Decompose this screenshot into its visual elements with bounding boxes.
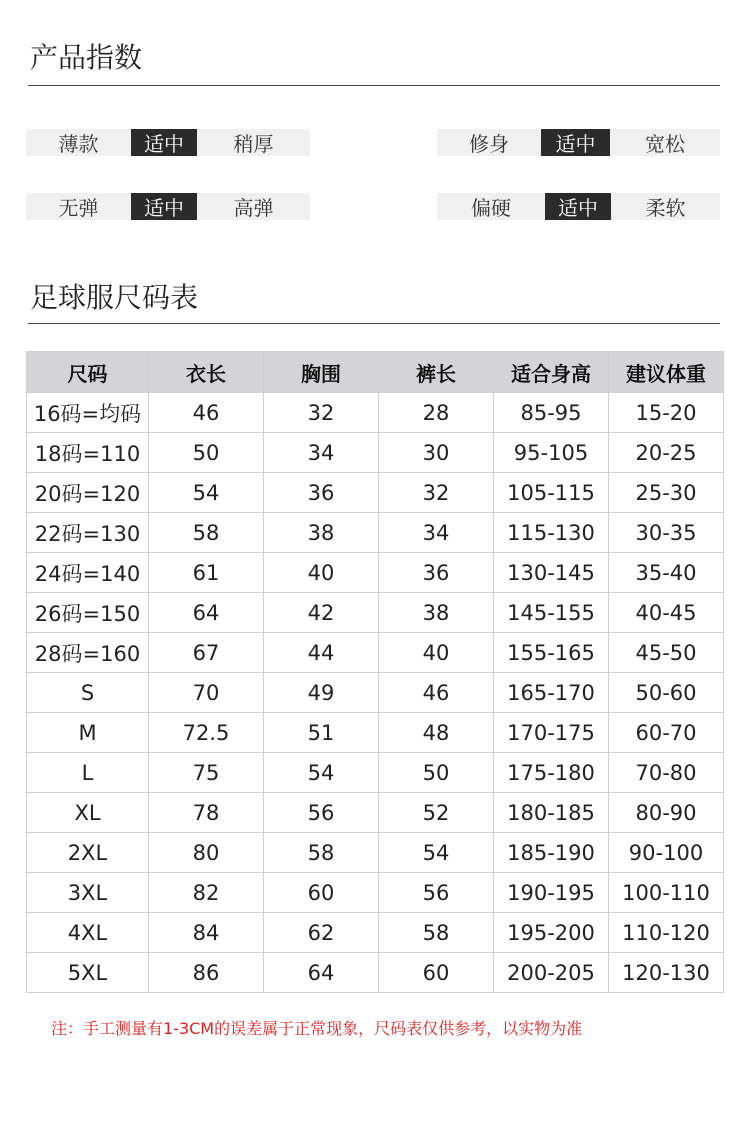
table-row — [27, 753, 724, 793]
table-cell: 61 — [149, 553, 264, 593]
table-cell: 46 — [379, 673, 494, 713]
table-cell: 28码=160 — [27, 633, 149, 673]
table-cell: 67 — [149, 633, 264, 673]
table-cell: 70-80 — [609, 753, 724, 793]
table-cell: 95-105 — [494, 433, 609, 473]
table-cell: M — [27, 713, 149, 753]
table-cell: 26码=150 — [27, 593, 149, 633]
table-cell: 54 — [264, 753, 379, 793]
table-row — [27, 553, 724, 593]
table-cell: 24码=140 — [27, 553, 149, 593]
table-cell: 110-120 — [609, 913, 724, 953]
table-cell: 52 — [379, 793, 494, 833]
table-cell: 60 — [379, 953, 494, 993]
table-cell: 58 — [264, 833, 379, 873]
table-cell: 84 — [149, 913, 264, 953]
index-option: 修身 — [437, 129, 541, 156]
table-cell: 75 — [149, 753, 264, 793]
table-cell: 2XL — [27, 833, 149, 873]
table-cell: 42 — [264, 593, 379, 633]
size-chart-title: 足球服尺码表 — [30, 281, 199, 314]
table-row — [27, 433, 724, 473]
table-cell: 80 — [149, 833, 264, 873]
table-row — [27, 393, 724, 433]
table-cell: 90-100 — [609, 833, 724, 873]
table-cell: 50-60 — [609, 673, 724, 713]
table-cell: 62 — [264, 913, 379, 953]
table-row — [27, 793, 724, 833]
column-header: 裤长 — [379, 352, 494, 393]
column-header: 适合身高 — [494, 352, 609, 393]
table-cell: 20码=120 — [27, 473, 149, 513]
index-option-selected: 适中 — [131, 193, 197, 220]
table-cell: 49 — [264, 673, 379, 713]
table-cell: 4XL — [27, 913, 149, 953]
table-cell: 18码=110 — [27, 433, 149, 473]
title-divider — [28, 323, 720, 324]
index-option-selected: 适中 — [541, 129, 610, 156]
table-cell: 180-185 — [494, 793, 609, 833]
table-cell: 50 — [379, 753, 494, 793]
index-option: 高弹 — [197, 193, 310, 220]
table-cell: 78 — [149, 793, 264, 833]
index-thickness — [26, 129, 310, 156]
table-cell: 40-45 — [609, 593, 724, 633]
table-cell: 40 — [264, 553, 379, 593]
table-cell: 36 — [264, 473, 379, 513]
index-option-selected: 适中 — [545, 193, 611, 220]
table-cell: 5XL — [27, 953, 149, 993]
table-cell: 190-195 — [494, 873, 609, 913]
index-option: 柔软 — [611, 193, 720, 220]
table-cell: 56 — [379, 873, 494, 913]
table-row — [27, 953, 724, 993]
table-cell: 72.5 — [149, 713, 264, 753]
column-header: 衣长 — [149, 352, 264, 393]
product-index-title: 产品指数 — [30, 41, 143, 74]
table-row — [27, 873, 724, 913]
table-cell: 54 — [149, 473, 264, 513]
table-cell: 50 — [149, 433, 264, 473]
table-cell: 58 — [379, 913, 494, 953]
index-option-selected: 适中 — [131, 129, 197, 156]
size-chart-table — [26, 351, 724, 993]
table-cell: 85-95 — [494, 393, 609, 433]
index-option: 宽松 — [610, 129, 720, 156]
table-cell: 100-110 — [609, 873, 724, 913]
index-option: 无弹 — [26, 193, 131, 220]
table-cell: 36 — [379, 553, 494, 593]
table-row — [27, 473, 724, 513]
index-elasticity — [26, 193, 310, 220]
table-cell: 195-200 — [494, 913, 609, 953]
table-cell: 30-35 — [609, 513, 724, 553]
table-cell: 3XL — [27, 873, 149, 913]
table-cell: 32 — [379, 473, 494, 513]
table-cell: 51 — [264, 713, 379, 753]
table-cell: 16码=均码 — [27, 393, 149, 433]
table-cell: L — [27, 753, 149, 793]
table-cell: 70 — [149, 673, 264, 713]
index-option: 偏硬 — [437, 193, 545, 220]
table-cell: 64 — [264, 953, 379, 993]
table-cell: 175-180 — [494, 753, 609, 793]
table-cell: 105-115 — [494, 473, 609, 513]
table-cell: 32 — [264, 393, 379, 433]
table-cell: 60-70 — [609, 713, 724, 753]
table-row — [27, 673, 724, 713]
table-cell: 15-20 — [609, 393, 724, 433]
table-cell: 46 — [149, 393, 264, 433]
table-cell: 34 — [379, 513, 494, 553]
table-cell: 64 — [149, 593, 264, 633]
table-cell: 60 — [264, 873, 379, 913]
table-cell: 145-155 — [494, 593, 609, 633]
table-cell: 130-145 — [494, 553, 609, 593]
table-cell: 82 — [149, 873, 264, 913]
table-cell: 165-170 — [494, 673, 609, 713]
index-softness — [437, 193, 720, 220]
table-cell: 25-30 — [609, 473, 724, 513]
table-row — [27, 593, 724, 633]
table-cell: 30 — [379, 433, 494, 473]
measurement-note: 注：手工测量有1-3CM的误差属于正常现象，尺码表仅供参考，以实物为准 — [51, 1019, 583, 1038]
table-cell: 86 — [149, 953, 264, 993]
table-row — [27, 713, 724, 753]
table-cell: 38 — [379, 593, 494, 633]
table-cell: 80-90 — [609, 793, 724, 833]
table-cell: 44 — [264, 633, 379, 673]
table-cell: 20-25 — [609, 433, 724, 473]
table-cell: 170-175 — [494, 713, 609, 753]
table-cell: 56 — [264, 793, 379, 833]
table-cell: 45-50 — [609, 633, 724, 673]
index-option: 薄款 — [26, 129, 131, 156]
table-header-row — [27, 352, 724, 393]
table-cell: 115-130 — [494, 513, 609, 553]
table-cell: S — [27, 673, 149, 713]
table-cell: 185-190 — [494, 833, 609, 873]
table-cell: 120-130 — [609, 953, 724, 993]
table-cell: 35-40 — [609, 553, 724, 593]
table-row — [27, 513, 724, 553]
table-cell: XL — [27, 793, 149, 833]
table-row — [27, 633, 724, 673]
table-cell: 38 — [264, 513, 379, 553]
table-cell: 34 — [264, 433, 379, 473]
table-cell: 48 — [379, 713, 494, 753]
column-header: 尺码 — [27, 352, 149, 393]
column-header: 建议体重 — [609, 352, 724, 393]
table-cell: 200-205 — [494, 953, 609, 993]
table-cell: 22码=130 — [27, 513, 149, 553]
table-row — [27, 913, 724, 953]
column-header: 胸围 — [264, 352, 379, 393]
table-cell: 54 — [379, 833, 494, 873]
table-row — [27, 833, 724, 873]
table-cell: 58 — [149, 513, 264, 553]
table-cell: 155-165 — [494, 633, 609, 673]
index-option: 稍厚 — [197, 129, 310, 156]
table-cell: 28 — [379, 393, 494, 433]
table-cell: 40 — [379, 633, 494, 673]
index-fit — [437, 129, 720, 156]
title-divider — [28, 85, 720, 86]
